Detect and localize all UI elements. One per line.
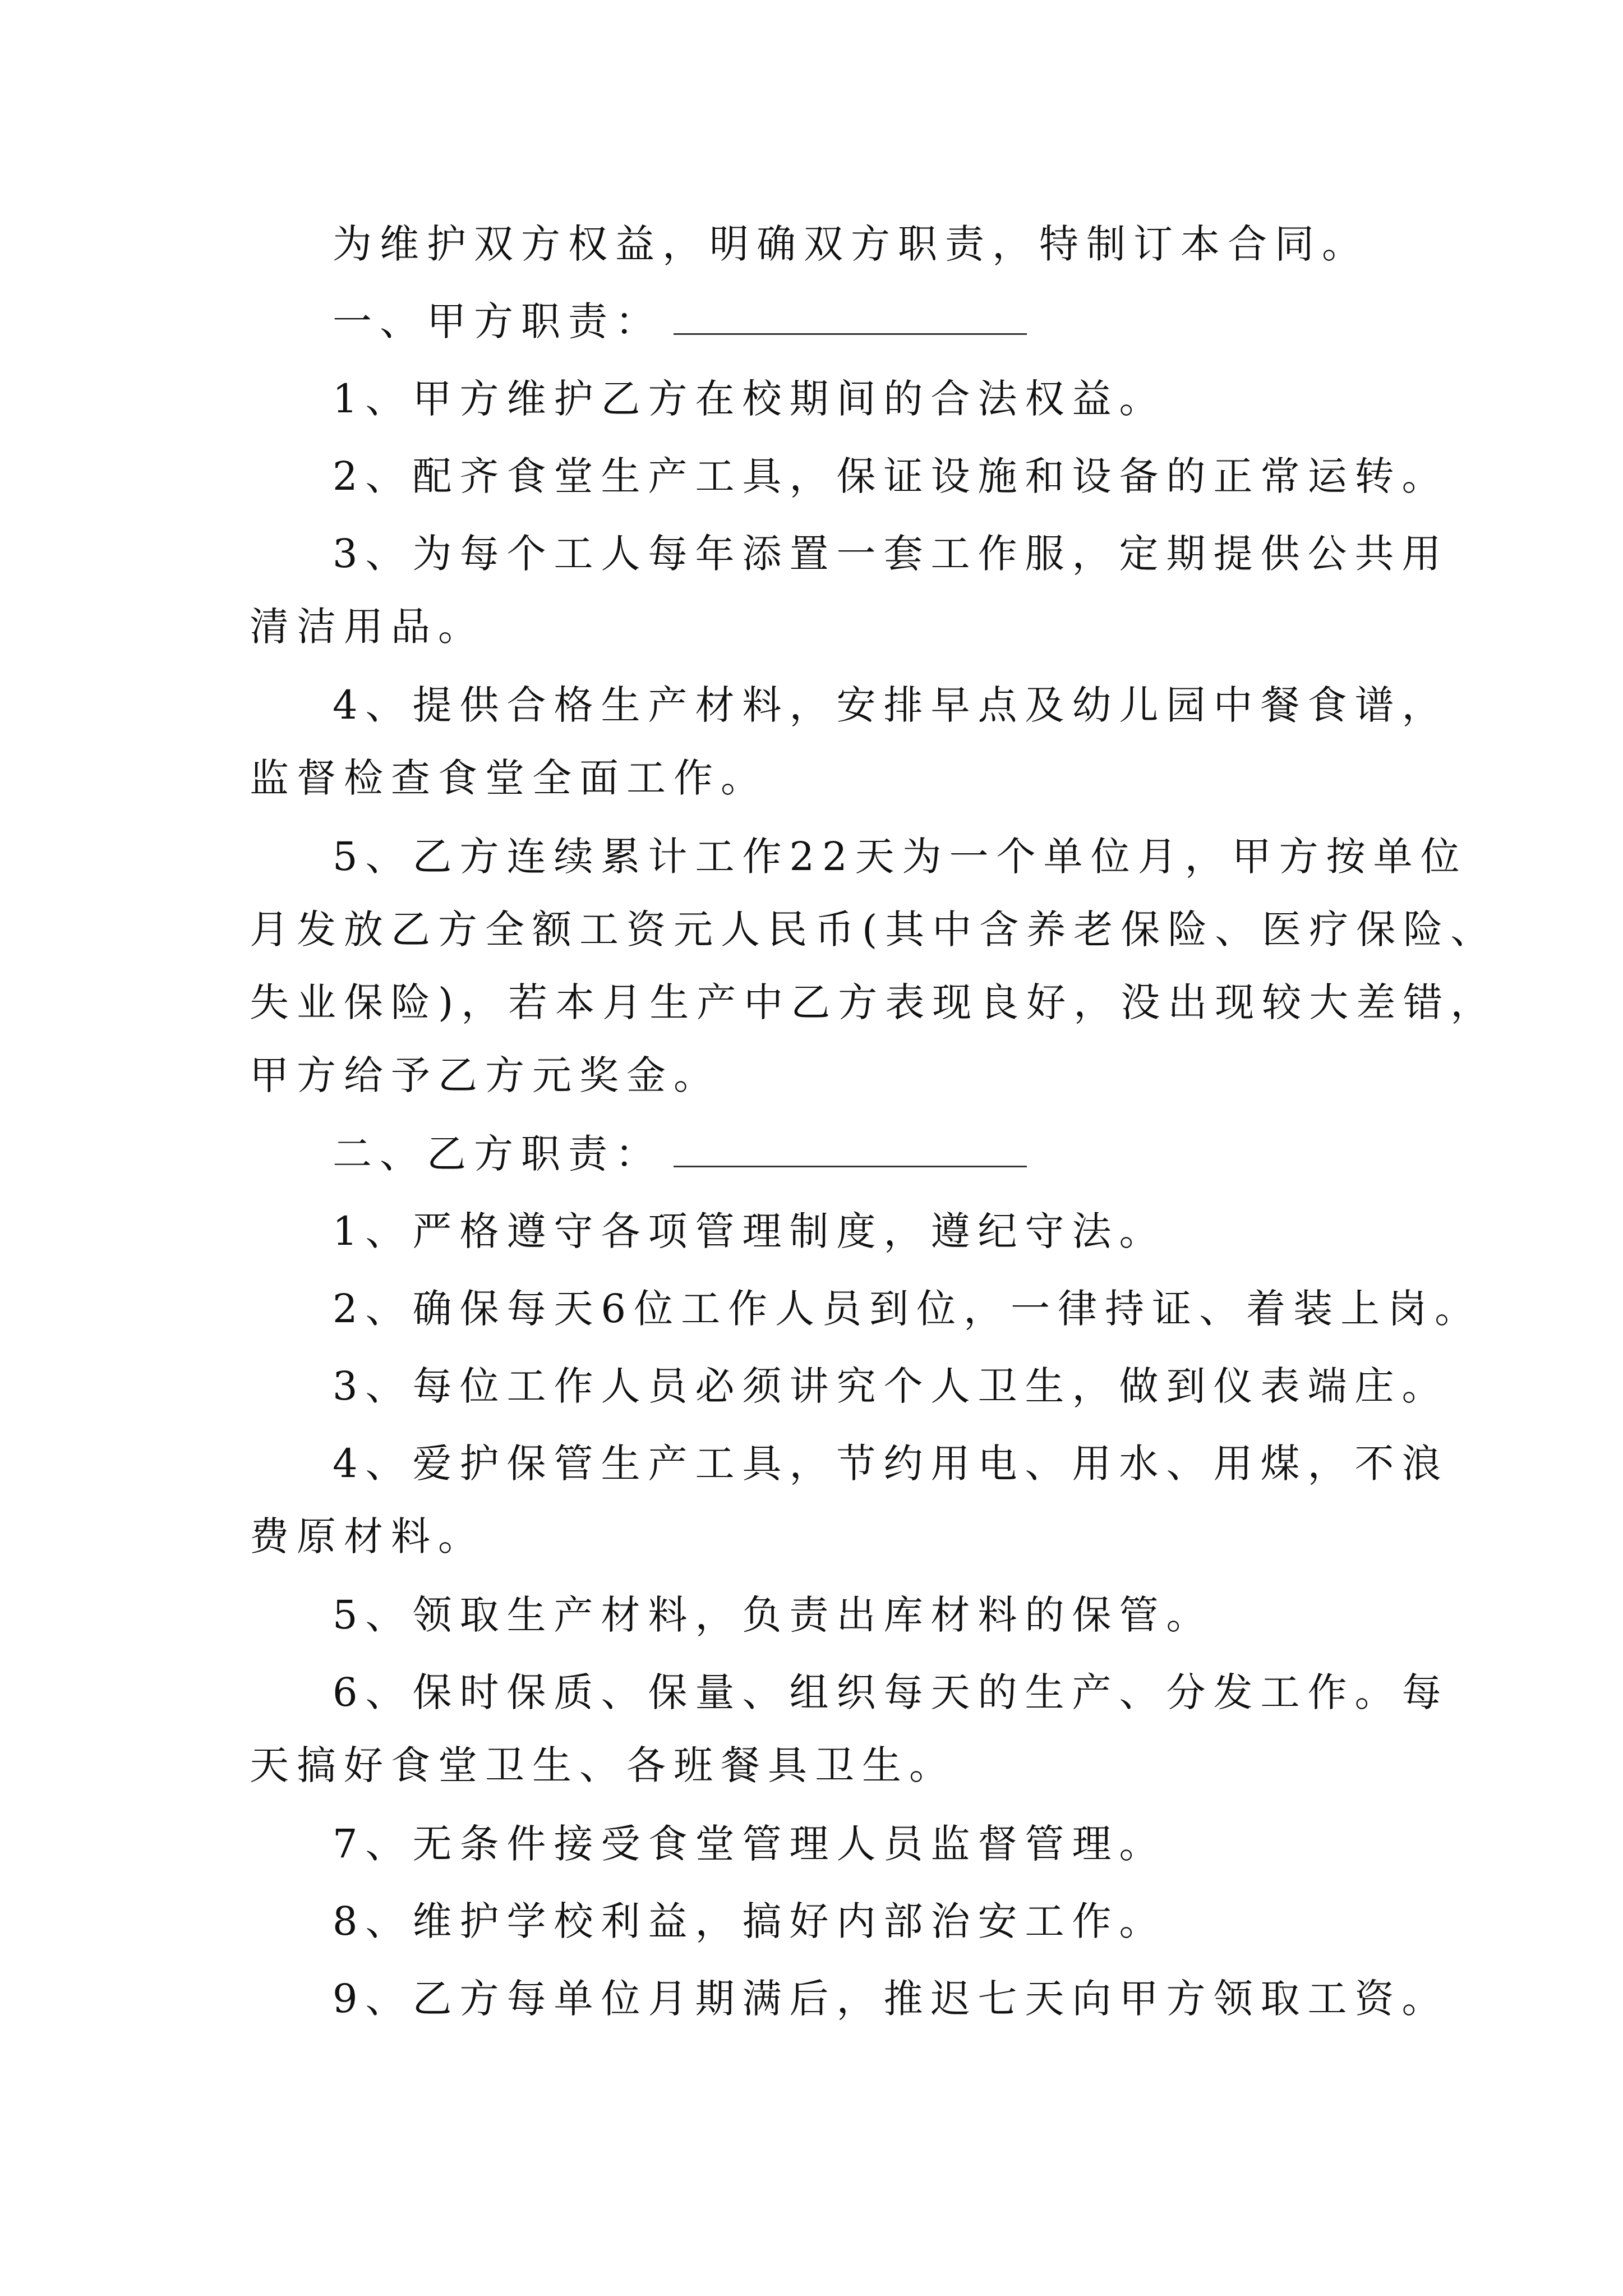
clause-a-5: 5、乙方连续累计工作22天为一个单位月，甲方按单位	[333, 834, 1468, 880]
section-heading-text: 一、甲方职责：	[333, 298, 662, 344]
clause-b-2: 2、确保每天6位工作人员到位，一律持证、着装上岗。	[333, 1286, 1482, 1332]
clause-b-4-cont: 费原材料。	[250, 1513, 485, 1559]
clause-b-6-cont: 天搞好食堂卫生、各班餐具卫生。	[250, 1742, 956, 1788]
intro-paragraph: 为维护双方权益，明确双方职责，特制订本合同。	[333, 221, 1369, 267]
clause-b-5: 5、领取生产材料，负责出库材料的保管。	[333, 1592, 1214, 1638]
blank-fill-line	[674, 301, 1027, 335]
section-heading-text: 二、乙方职责：	[333, 1131, 662, 1177]
clause-a-3: 3、为每个工人每年添置一套工作服，定期提供公共用	[333, 531, 1449, 577]
blank-fill-line	[674, 1133, 1027, 1167]
clause-b-3: 3、每位工作人员必须讲究个人卫生，做到仪表端庄。	[333, 1363, 1449, 1409]
clause-a-5-cont1: 月发放乙方全额工资元人民币(其中含养老保险、医疗保险、	[250, 907, 1498, 953]
clause-a-2: 2、配齐食堂生产工具，保证设施和设备的正常运转。	[333, 453, 1449, 499]
clause-a-4: 4、提供合格生产材料，安排早点及幼儿园中餐食谱，	[333, 682, 1449, 728]
clause-b-1: 1、严格遵守各项管理制度，遵纪守法。	[333, 1208, 1166, 1254]
section-heading-party-b	[333, 1129, 1510, 1179]
clause-a-4-cont: 监督检查食堂全面工作。	[250, 755, 768, 801]
section-heading-party-a	[333, 296, 1510, 347]
clause-b-7: 7、无条件接受食堂管理人员监督管理。	[333, 1821, 1166, 1867]
clause-b-8: 8、维护学校利益，搞好内部治安工作。	[333, 1898, 1166, 1944]
clause-a-3-cont: 清洁用品。	[250, 604, 485, 650]
clause-b-6: 6、保时保质、保量、组织每天的生产、分发工作。每	[333, 1669, 1449, 1715]
clause-b-9: 9、乙方每单位月期满后，推迟七天向甲方领取工资。	[333, 1976, 1449, 2022]
clause-a-1: 1、甲方维护乙方在校期间的合法权益。	[333, 376, 1166, 422]
clause-b-4: 4、爱护保管生产工具，节约用电、用水、用煤，不浪	[333, 1441, 1449, 1487]
clause-a-5-cont3: 甲方给予乙方元奖金。	[250, 1052, 721, 1098]
clause-a-5-cont2: 失业保险)，若本月生产中乙方表现良好，没出现较大差错，	[250, 979, 1498, 1025]
